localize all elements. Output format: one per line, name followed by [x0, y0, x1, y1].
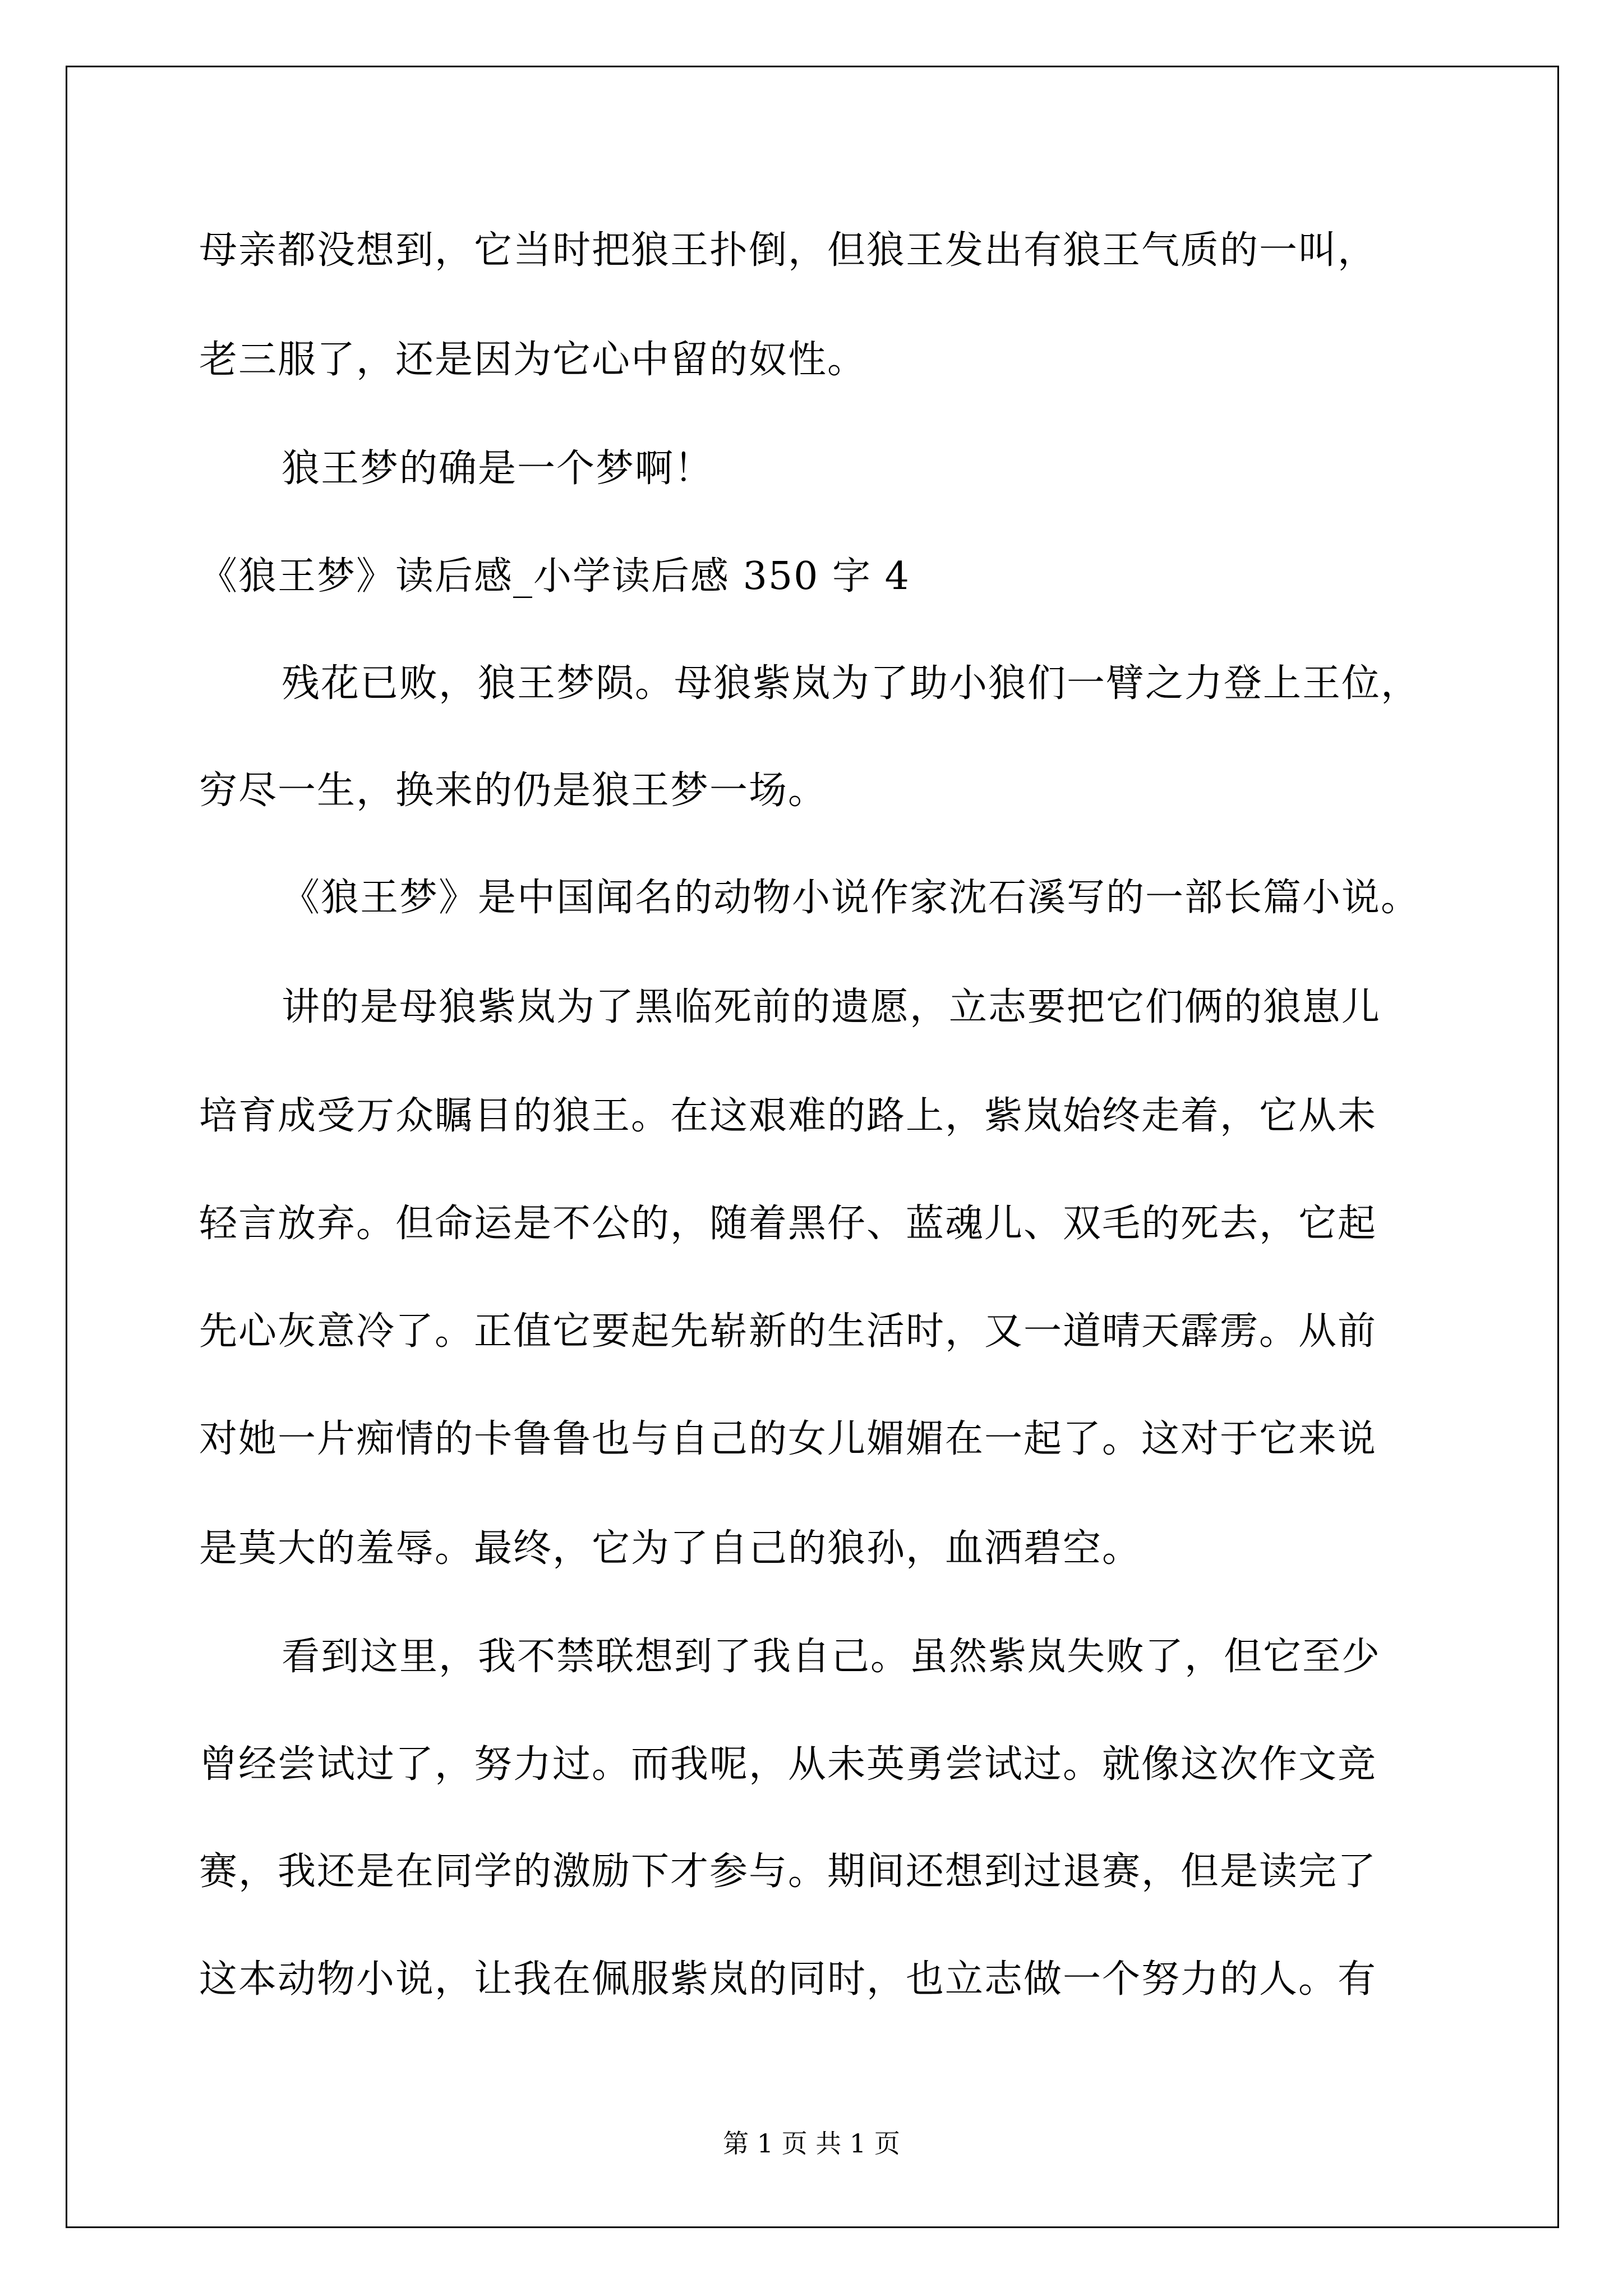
page-border	[66, 66, 1559, 2228]
text-line-13: 是莫大的羞辱。最终，它为了自己的狼孙，血洒碧空。	[199, 1526, 1142, 1571]
text-line-1: 母亲都没想到，它当时把狼王扑倒，但狼王发出有狼王气质的一叫，	[199, 228, 1377, 273]
text-line-3: 狼王梦的确是一个梦啊！	[282, 447, 714, 491]
text-line-2: 老三服了，还是因为它心中留的奴性。	[199, 338, 867, 382]
text-line-8: 讲的是母狼紫岚为了黑临死前的遗愿，立志要把它们俩的狼崽儿	[282, 985, 1381, 1029]
text-line-16: 赛，我还是在同学的激励下才参与。期间还想到过退赛，但是读完了	[199, 1849, 1377, 1894]
text-line-6: 穷尽一生，换来的仍是狼王梦一场。	[199, 769, 828, 813]
text-line-7: 《狼王梦》是中国闻名的动物小说作家沈石溪写的一部长篇小说。	[282, 876, 1421, 920]
text-line-5: 残花已败，狼王梦陨。母狼紫岚为了助小狼们一臂之力登上王位，	[282, 661, 1421, 706]
text-line-10: 轻言放弃。但命运是不公的，随着黑仔、蓝魂儿、双毛的死去，它起	[199, 1202, 1377, 1246]
text-line-11: 先心灰意冷了。正值它要起先崭新的生活时，又一道晴天霹雳。从前	[199, 1309, 1377, 1354]
page-footer: 第 1 页 共 1 页	[723, 2128, 900, 2159]
text-line-12: 对她一片痴情的卡鲁鲁也与自己的女儿媚媚在一起了。这对于它来说	[199, 1417, 1377, 1461]
text-line-14: 看到这里，我不禁联想到了我自己。虽然紫岚失败了，但它至少	[282, 1635, 1381, 1679]
section-heading: 《狼王梦》读后感_小学读后感 350 字 4	[199, 554, 910, 599]
text-line-17: 这本动物小说，让我在佩服紫岚的同时，也立志做一个努力的人。有	[199, 1957, 1377, 2001]
text-line-9: 培育成受万众瞩目的狼王。在这艰难的路上，紫岚始终走着，它从未	[199, 1094, 1377, 1138]
text-line-15: 曾经尝试过了，努力过。而我呢，从未英勇尝试过。就像这次作文竞	[199, 1742, 1377, 1787]
